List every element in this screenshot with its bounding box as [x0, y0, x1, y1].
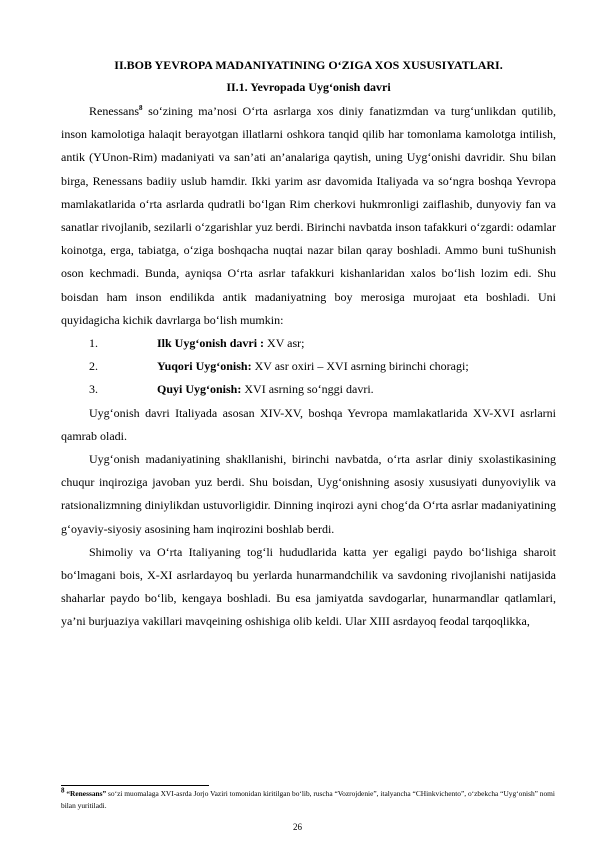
period-range: XVI asrning so‘nggi davri.: [241, 382, 374, 397]
period-name: Quyi Uyg‘onish:: [157, 382, 242, 397]
footnote-text: so‘zi muomalaga XVI-asrda Jorjo Vaziri tomonidan kiritilgan bo‘lib, ruscha “Vozrojdenie”, italyancha “CHinkvichento”, o‘zbekcha “Uyg‘onish” nomi bilan yuritiladi.: [61, 789, 555, 810]
list-number: 3.: [89, 382, 98, 397]
paragraph: [61, 100, 556, 332]
paragraph-text: so‘zining ma’nosi O‘rta asrlarga xos diniy fanatizmdan va turg‘unlikdan qutilib, inson kamolotiga halaqit berayotgan illatlarni oshkora tanqid qilib har tomonlama kamolotga intilish, antik (YUnon-Rim) madaniyati va san’ati an’analariga qaytish, uning Uyg‘onishi davridir. Shu bilan birga, Renessans badiiy uslub hamdir. Ikki yarim asr davomida Italiyada va so‘ngra boshqa Yevropa mamlakatlarida o‘rta asrlarda qudratli bo‘lgan Rim cherkovi hukmronligi zaiflashib, dunyoviy fan va sanatlar rivojlanib, sezilarli o‘zgarishlar yuz berdi. Birinchi navbatda inson tafakkuri o‘zgardi: odamlar koinotga, erga, tabiatga, o‘ziga boshqacha nuqtai nazar bilan qaray boshladi. Ammo buni tuShunish oson kechmadi. Bunda, ayniqsa O‘rta asrlar tafakkuri kishanlaridan xalos bo‘lish lozim edi. Shu boisdan ham inson endilikda antik madaniyatning boy merosiga murojaat eta boshladi. Uni quyidagicha kichik davrlarga bo‘lish mumkin:: [61, 104, 556, 327]
paragraph: Uyg‘onish madaniyatining shakllanishi, birinchi navbatda, o‘rta asrlar diniy sxolastikasining chuqur inqiroziga javoban yuz berdi. Shu boisdan, Uyg‘onishning asosiy xususiyati dunyoviylik va ratsionalizmning diniylikdan ustuvorligidir. Dinning inqirozi ayni chog‘da O‘rta asrlar madaniyatining g‘oyaviy-siyosiy asosining ham inqirozini boshlab berdi.: [61, 452, 556, 536]
body-text: [61, 100, 556, 634]
list-item: [61, 332, 556, 355]
list-number: 2.: [89, 359, 98, 374]
page-number: 26: [293, 822, 302, 832]
footnote-number: 8: [61, 786, 65, 795]
paragraph: Uyg‘onish davri Italiyada asosan XIV-XV, boshqa Yevropa mamlakatlarida XV-XVI asrlarni qamrab oladi.: [61, 405, 556, 443]
chapter-title: II.BOB YEVROPA MADANIYATINING O‘ZIGA XOS XUSUSIYATLARI.: [114, 58, 503, 72]
lead-word: Renessans: [89, 104, 139, 118]
list-item: [61, 378, 556, 401]
list-item: [61, 355, 556, 378]
period-list: [61, 332, 556, 402]
footnote: [61, 788, 556, 811]
footnote-reference[interactable]: 8: [139, 104, 143, 112]
period-range: XV asr oxiri – XVI asrning birinchi choragi;: [251, 359, 469, 374]
period-name: Ilk Uyg‘onish davri :: [157, 336, 265, 351]
footnote-term: “Renessans”: [66, 789, 107, 798]
period-range: XV asr;: [264, 336, 305, 351]
list-number: 1.: [89, 336, 98, 351]
period-name: Yuqori Uyg‘onish:: [157, 359, 252, 374]
section-title: II.1. Yevropada Uyg‘onish davri: [226, 80, 391, 94]
paragraph: Shimoliy va O‘rta Italiyaning tog‘li hududlarida katta yer egaligi paydo bo‘lishiga sharoit bo‘lmagani bois, X-XI asrlardayoq bu yerlarda hunarmandchilik va savdoning rivojlanishi natijasida shaharlar paydo bo‘lib, kengaya boshladi. Bu esa jamiyatda savdogarlar, hunarmandlar qatlamlari, ya’ni burjuaziya vakillari mavqeining oshishiga olib keldi. Ular XIII asrdayoq feodal tarqoqlikka,: [61, 544, 556, 629]
footnote-divider: [61, 785, 209, 786]
